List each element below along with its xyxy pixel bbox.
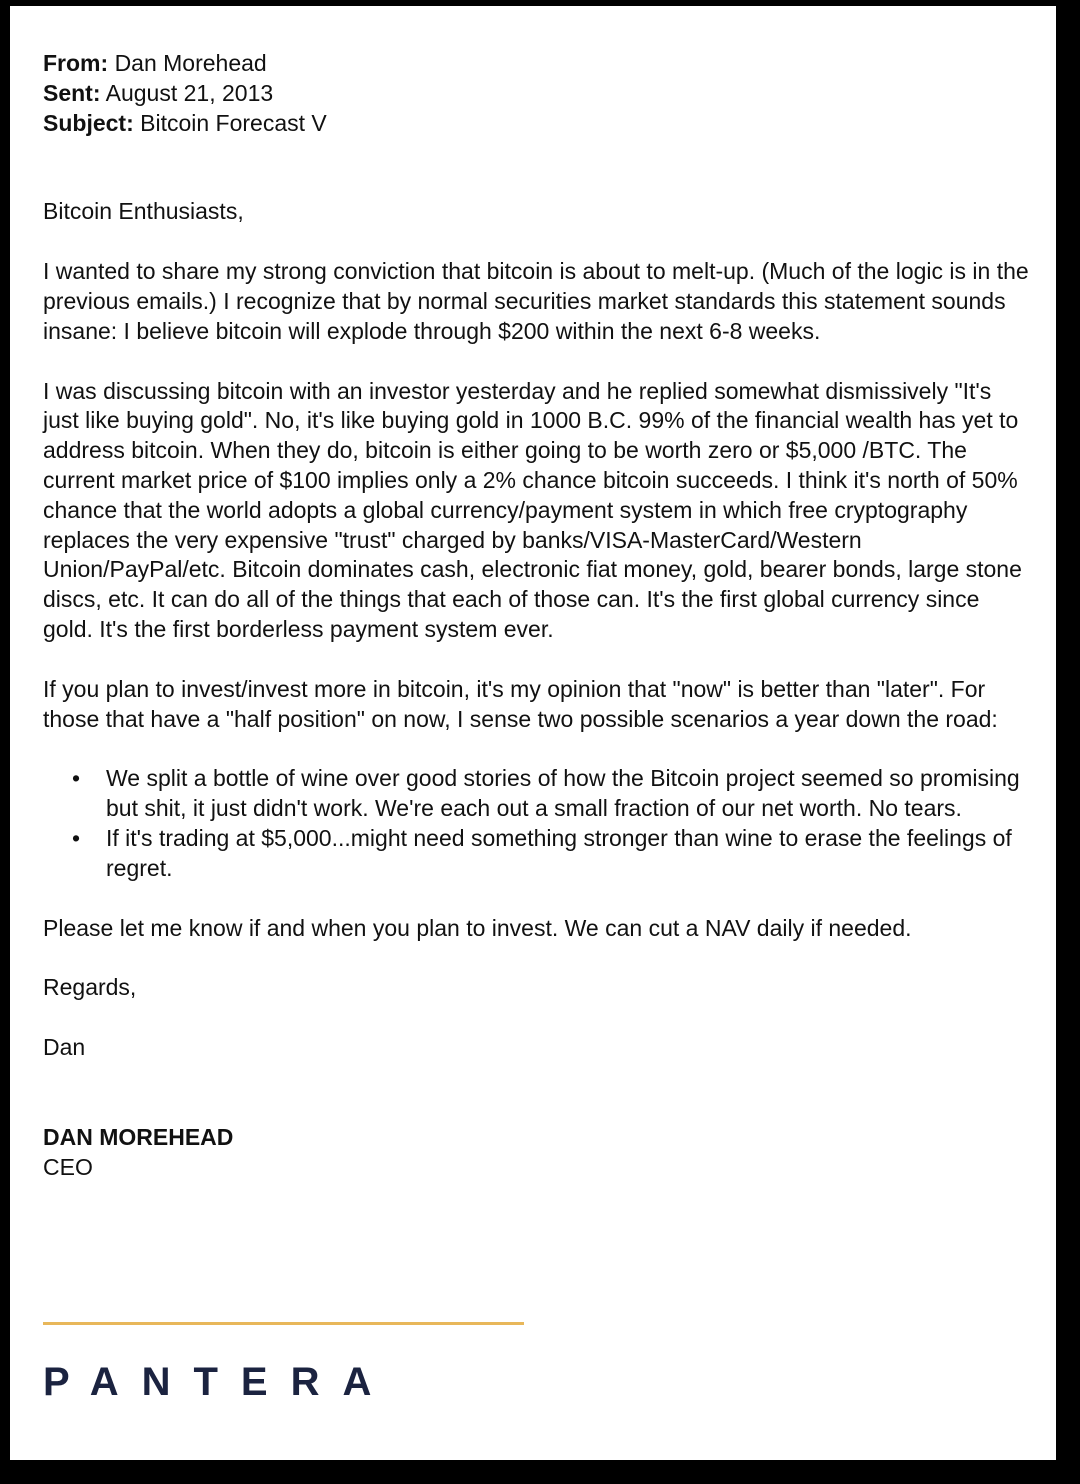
letter-content: [43, 49, 1033, 1183]
scenario-list: [43, 764, 1033, 883]
subject-label: Subject:: [43, 109, 134, 136]
closing-paragraph: Please let me know if and when you plan to invest. We can cut a NAV daily if needed.: [43, 914, 912, 941]
subject-line: [43, 109, 1033, 139]
paragraph-1: I wanted to share my strong conviction that bitcoin is about to melt-up. (Much of the logic is in the previous emails.) I recognize that by normal securities market standards this statement sounds insane: I believe bitcoin will explode through $200 within the next 6-8 weeks.: [43, 258, 1029, 344]
from-label: From:: [43, 50, 109, 76]
bullet-icon: •: [72, 824, 81, 851]
from-line: [43, 49, 1033, 79]
list-item: [43, 824, 1033, 884]
sent-line: [43, 79, 1033, 109]
sent-value: August 21, 2013: [105, 79, 274, 106]
paragraph-3: If you plan to invest/invest more in bitcoin, it's my opinion that "now" is better than "later". For those that have a "half position" on now, I sense two possible scenarios a year down the road:: [43, 675, 998, 732]
from-value: Dan Morehead: [114, 50, 267, 76]
list-item: [43, 764, 1033, 824]
regards: Regards,: [43, 974, 137, 1001]
signature-divider: [43, 1322, 524, 1325]
sign-first-name: Dan: [43, 1034, 86, 1061]
paragraph-2: I was discussing bitcoin with an investor yesterday and he replied somewhat dismissively "It's just like buying gold". No, it's like buying gold in 1000 B.C. 99% of the financial wealth has yet to address bitcoin. When they do, bitcoin is either going to be worth zero or $5,000 /BTC. The current market price of $100 implies only a 2% chance bitcoin succeeds. I think it's north of 50% chance that the world adopts a global currency/payment system in which free cryptography replaces the very expensive "trust" charged by banks/VISA-MasterCard/Western Union/PayPal/etc. Bitcoin dominates cash, electronic fiat money, gold, bearer bonds, large stone discs, etc. It can do all of the things that each of those can. It's the first global currency since gold. It's the first borderless payment system ever.: [43, 377, 1022, 642]
list-item-text: We split a bottle of wine over good stories of how the Bitcoin project seemed so promising but shit, it just didn't work. We're each out a small fraction of our net worth. No tears.: [106, 765, 1020, 822]
list-item-text: If it's trading at $5,000...might need something stronger than wine to erase the feelings of regret.: [106, 824, 1012, 881]
signature-name: DAN MOREHEAD: [43, 1123, 234, 1150]
signature-title: CEO: [43, 1153, 93, 1180]
letter-page: [10, 6, 1056, 1460]
sent-label: Sent:: [43, 79, 101, 106]
greeting: Bitcoin Enthusiasts,: [43, 198, 244, 225]
pantera-logo: PANTERA: [43, 1360, 395, 1404]
bullet-icon: •: [72, 765, 81, 792]
subject-value: Bitcoin Forecast V: [140, 109, 327, 136]
